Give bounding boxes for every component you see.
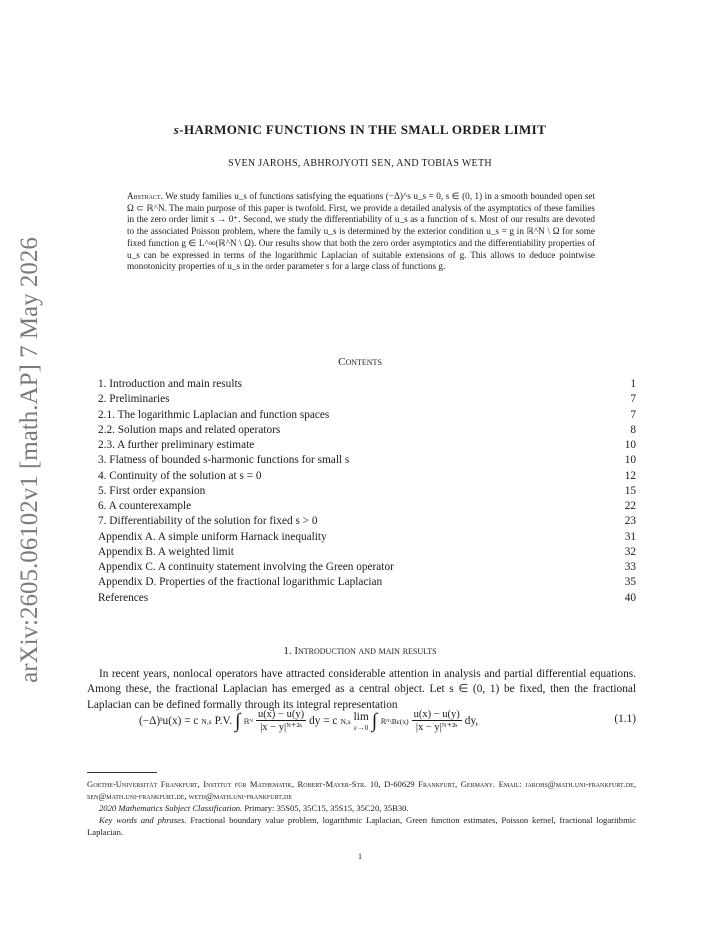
toc-entry[interactable]: 2.3. A further preliminary estimate 10 xyxy=(98,439,636,451)
toc-entry[interactable]: 4. Continuity of the solution at s = 0 12 xyxy=(98,469,636,482)
affiliation: Goethe-Universität Frankfurt, Institut für Mathematik, Robert-Mayer-Str. 10, D-60629 Frankfurt, Germany. Email: jarohs@math.uni-frankfurt.de, sen@math.uni-frankfurt.de, weth@math.uni-frankfurt.de xyxy=(87,779,636,801)
paper-title xyxy=(0,122,720,138)
toc-entry[interactable]: 5. First order expansion 15 xyxy=(98,484,636,497)
toc-entry[interactable]: Appendix A. A simple uniform Harnack inequality 31 xyxy=(98,530,636,543)
footnote-rule xyxy=(87,772,157,773)
title-text: -HARMONIC FUNCTIONS IN THE SMALL ORDER LIMIT xyxy=(179,122,547,137)
keywords: Key words and phrases. Fractional boundary value problem, logarithmic Laplacian, Green function estimates, Poisson kernel, fractional logarithmic Laplacian. xyxy=(87,815,636,837)
equation-body: (−Δ)ˢu(x) = c N,s P.V. ∫ ℝᴺ $\frac{u(x) - u(y)}{\text{|x − y|ᴺ⁺²ˢ}}$ dy = c N,s lim ε→0 ∫ ℝᴺ\Bε(x) $\frac{u(x) - u(y)}{\text{|x − y|ᴺ⁺²ˢ}}$ dy, xyxy=(139,709,479,733)
toc-entry[interactable]: 2.1. The logarithmic Laplacian and function spaces 7 xyxy=(98,408,636,421)
toc-entry[interactable]: Appendix D. Properties of the fractional logarithmic Laplacian 35 xyxy=(98,576,636,589)
equation-number: (1.1) xyxy=(614,713,636,725)
toc-entry[interactable]: 1. Introduction and main results 1 xyxy=(98,378,636,390)
arxiv-id-text: arXiv:2605.06102v1 [math.AP] 7 May 2026 xyxy=(16,237,43,683)
footnotes xyxy=(87,778,636,838)
table-of-contents xyxy=(98,377,636,606)
toc-entry[interactable]: Appendix C. A continuity statement involving the Green operator 33 xyxy=(98,561,636,573)
intro-paragraph: In recent years, nonlocal operators have attracted considerable attention in analysis and partial differential equations. Among these, the fractional Laplacian has emerged as a central object. Let s ∈ (0, 1) be fixed, then the fractional Laplacian can be defined formally through its integral representation xyxy=(87,668,636,711)
integral-sign-icon: ∫ xyxy=(371,710,378,732)
toc-entry[interactable]: 2.2. Solution maps and related operators 8 xyxy=(98,423,636,436)
fraction: $\frac{u(x) - u(y)}{\text{|x − y|ᴺ⁺²ˢ}}$ xyxy=(413,709,460,733)
arxiv-watermark xyxy=(10,237,50,683)
contents-heading: Contents xyxy=(338,356,382,368)
section-heading: 1. Introduction and main results xyxy=(283,645,437,657)
toc-entry[interactable]: 3. Flatness of bounded s-harmonic functions for small s 10 xyxy=(98,454,636,467)
toc-entry[interactable]: 7. Differentiability of the solution for fixed s > 0 23 xyxy=(98,515,636,528)
equation-1-1 xyxy=(87,705,636,741)
msc-classification: 2020 Mathematics Subject Classification. Primary: 35S05, 35C15, 35S15, 35C20, 35B30. xyxy=(99,803,409,813)
title-variable: s xyxy=(173,122,180,137)
toc-entry[interactable]: Appendix B. A weighted limit 32 xyxy=(98,545,636,558)
toc-entry[interactable]: 6. A counterexample 22 xyxy=(98,500,636,512)
abstract xyxy=(127,191,595,273)
abstract-text: We study families u_s of functions satisfying the equations (−Δ)^s u_s = 0, s ∈ (0, 1) in a smooth bounded open set Ω ⊂ ℝ^N. The main purpose of this paper is twofold. First, we provide a detailed analysis of the asymptotics of these families in the zero order limit s → 0⁺. Second, we study the differentiability of u_s as a function of s. Most of our results are devoted to the associated Poisson problem, where the family u_s is determined by the exterior condition u_s = g in ℝ^N \ Ω for some fixed function g ∈ L^∞(ℝ^N \ Ω). Our results show that both the zero order asymptotics and the differentiability properties of u_s can be expressed in terms of the logarithmic Laplacian of suitable extensions of g. This allows to deduce pointwise monotonicity properties of u_s in the order parameter s for a large class of functions g. xyxy=(127,191,595,272)
fraction: $\frac{u(x) - u(y)}{\text{|x − y|ᴺ⁺²ˢ}}$ xyxy=(257,709,305,733)
page-number: 1 xyxy=(357,851,363,861)
abstract-label: Abstract. xyxy=(127,191,163,201)
integral-sign-icon: ∫ xyxy=(235,710,241,732)
author-list: SVEN JAROHS, ABHROJYOTI SEN, AND TOBIAS WETH xyxy=(228,158,492,169)
toc-entry[interactable]: References 40 xyxy=(98,591,636,604)
toc-entry[interactable]: 2. Preliminaries 7 xyxy=(98,393,636,406)
